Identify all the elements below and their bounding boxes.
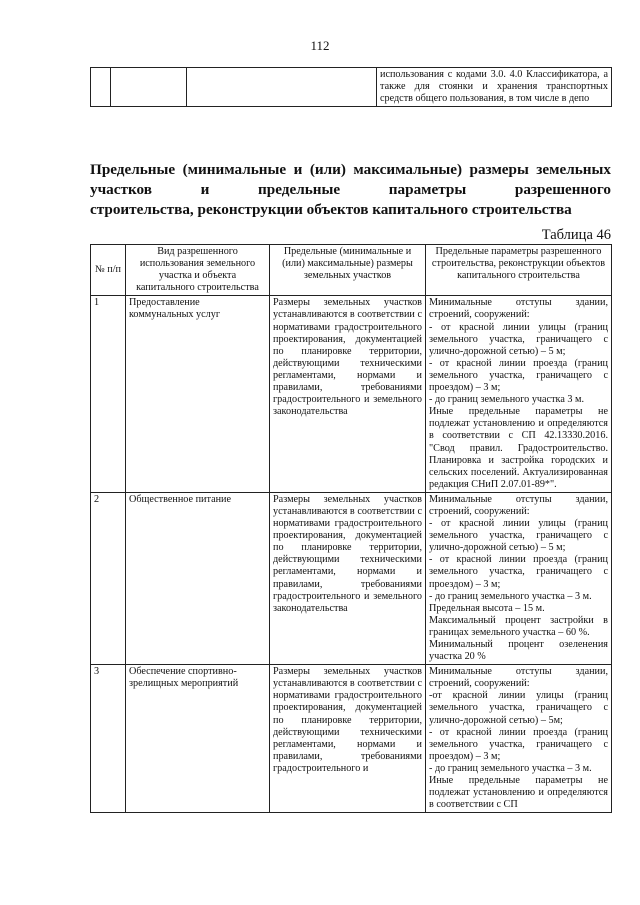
table-cell xyxy=(91,68,111,107)
param-line: Иные предельные параметры не подлежат установлению и определяются в соответствии с СП xyxy=(429,775,608,811)
row-use-type: Предоставление коммунальных услуг xyxy=(126,296,270,493)
page-number: 112 xyxy=(310,38,330,53)
row-number: 1 xyxy=(91,296,126,493)
heading-line-2: строительства, реконструкции объектов капитального строительства xyxy=(90,201,572,218)
param-line: Предельная высота – 15 м. xyxy=(429,602,545,614)
row-params xyxy=(426,296,612,493)
param-line: - от красной линии проезда (границ земельного участка, граничащего с проездом) – 3 м; xyxy=(429,554,608,590)
header-params: Предельные параметры разрешенного строительства, реконструкции объектов капитального строительства xyxy=(426,245,612,296)
row-params xyxy=(426,665,612,813)
header-num: № п/п xyxy=(91,245,126,296)
row-use-type: Обеспечение спортивно-зрелищных мероприятий xyxy=(126,665,270,813)
table-row xyxy=(91,296,612,493)
param-line: Максимальный процент застройки в границах земельного участка – 60 %. xyxy=(429,614,608,638)
param-line: Иные предельные параметры не подлежат установлению и определяются в соответствии с СП 42.13330.2016. "Свод правил. Градостроительство. Планировка и застройка городских и сельских поселений. Актуализированная редакция СНиП 2.07.01-89*". xyxy=(429,406,608,490)
row-sizes: Размеры земельных участков устанавливаются в соответствии с нормативами градостроительного проектирования, документацией по планировке территории, действующими техническими регламентами, нормами и правилами, требованиями градостроительного и земельного законодательства xyxy=(270,492,426,664)
param-line: Минимальный процент озеленения участка 20 % xyxy=(429,639,608,663)
param-line: Минимальные отступы здании, строений, сооружений: xyxy=(429,297,608,321)
table-cell xyxy=(111,68,187,107)
param-line: - до границ земельного участка – 3 м. xyxy=(429,590,592,602)
table-header-row xyxy=(91,245,612,296)
table-caption: Таблица 46 xyxy=(541,227,611,243)
table-row xyxy=(91,492,612,664)
param-line: - до границ земельного участка – 3 м. xyxy=(429,762,592,774)
row-params xyxy=(426,492,612,664)
heading-line-1: Предельные (минимальные и (или) максимальные) размеры земельных участков и предельные параметры разрешенного xyxy=(90,161,611,198)
param-line: - от красной линии улицы (границ земельного участка, граничащего с улично-дорожной сетью) – 5 м; xyxy=(429,321,608,357)
table-row xyxy=(91,68,612,107)
row-sizes: Размеры земельных участков устанавливаются в соответствии с нормативами градостроительного проектирования, документацией по планировке территории, действующими техническими регламентами, нормами и правилами, требованиями градостроительного и земельного законодательства xyxy=(270,296,426,493)
row-use-type: Общественное питание xyxy=(126,492,270,664)
param-line: Минимальные отступы здании, строений, сооружений: xyxy=(429,493,608,517)
row-number: 2 xyxy=(91,492,126,664)
param-line: - от красной линии проезда (границ земельного участка, граничащего с проездом) – 3 м; xyxy=(429,726,608,762)
row-number: 3 xyxy=(91,665,126,813)
param-line: - до границ земельного участка 3 м. xyxy=(429,394,585,406)
param-line: - от красной линии улицы (границ земельного участка, граничащего с улично-дорожной сетью) – 5 м; xyxy=(429,518,608,554)
fragment-text: использования с кодами 3.0. 4.0 Классификатора, а также для стоянки и хранения транспортных средств общего пользования, в том числе в депо xyxy=(377,68,612,107)
header-sizes: Предельные (минимальные и (или) максимальные) размеры земельных участков xyxy=(270,245,426,296)
table-row xyxy=(91,665,612,813)
param-line: - от красной линии проезда (границ земельного участка, граничащего с проездом) – 3 м; xyxy=(429,357,608,394)
section-heading xyxy=(90,160,611,220)
row-sizes: Размеры земельных участков устанавливаются в соответствии с нормативами градостроительного проектирования, документацией по планировке территории, действующими техническими регламентами, нормами и правилами, требованиями градостроительного и xyxy=(270,665,426,813)
continued-table-fragment xyxy=(90,67,612,107)
header-use: Вид разрешенного использования земельного участка и объекта капитального строительства xyxy=(126,245,270,296)
table-cell xyxy=(187,68,377,107)
param-line: -от красной линии улицы (границ земельного участка, граничащего с улично-дорожной сетью) – 5м; xyxy=(429,690,608,726)
regulations-table xyxy=(90,244,612,813)
param-line: Минимальные отступы здании, строений, сооружений: xyxy=(429,666,608,690)
